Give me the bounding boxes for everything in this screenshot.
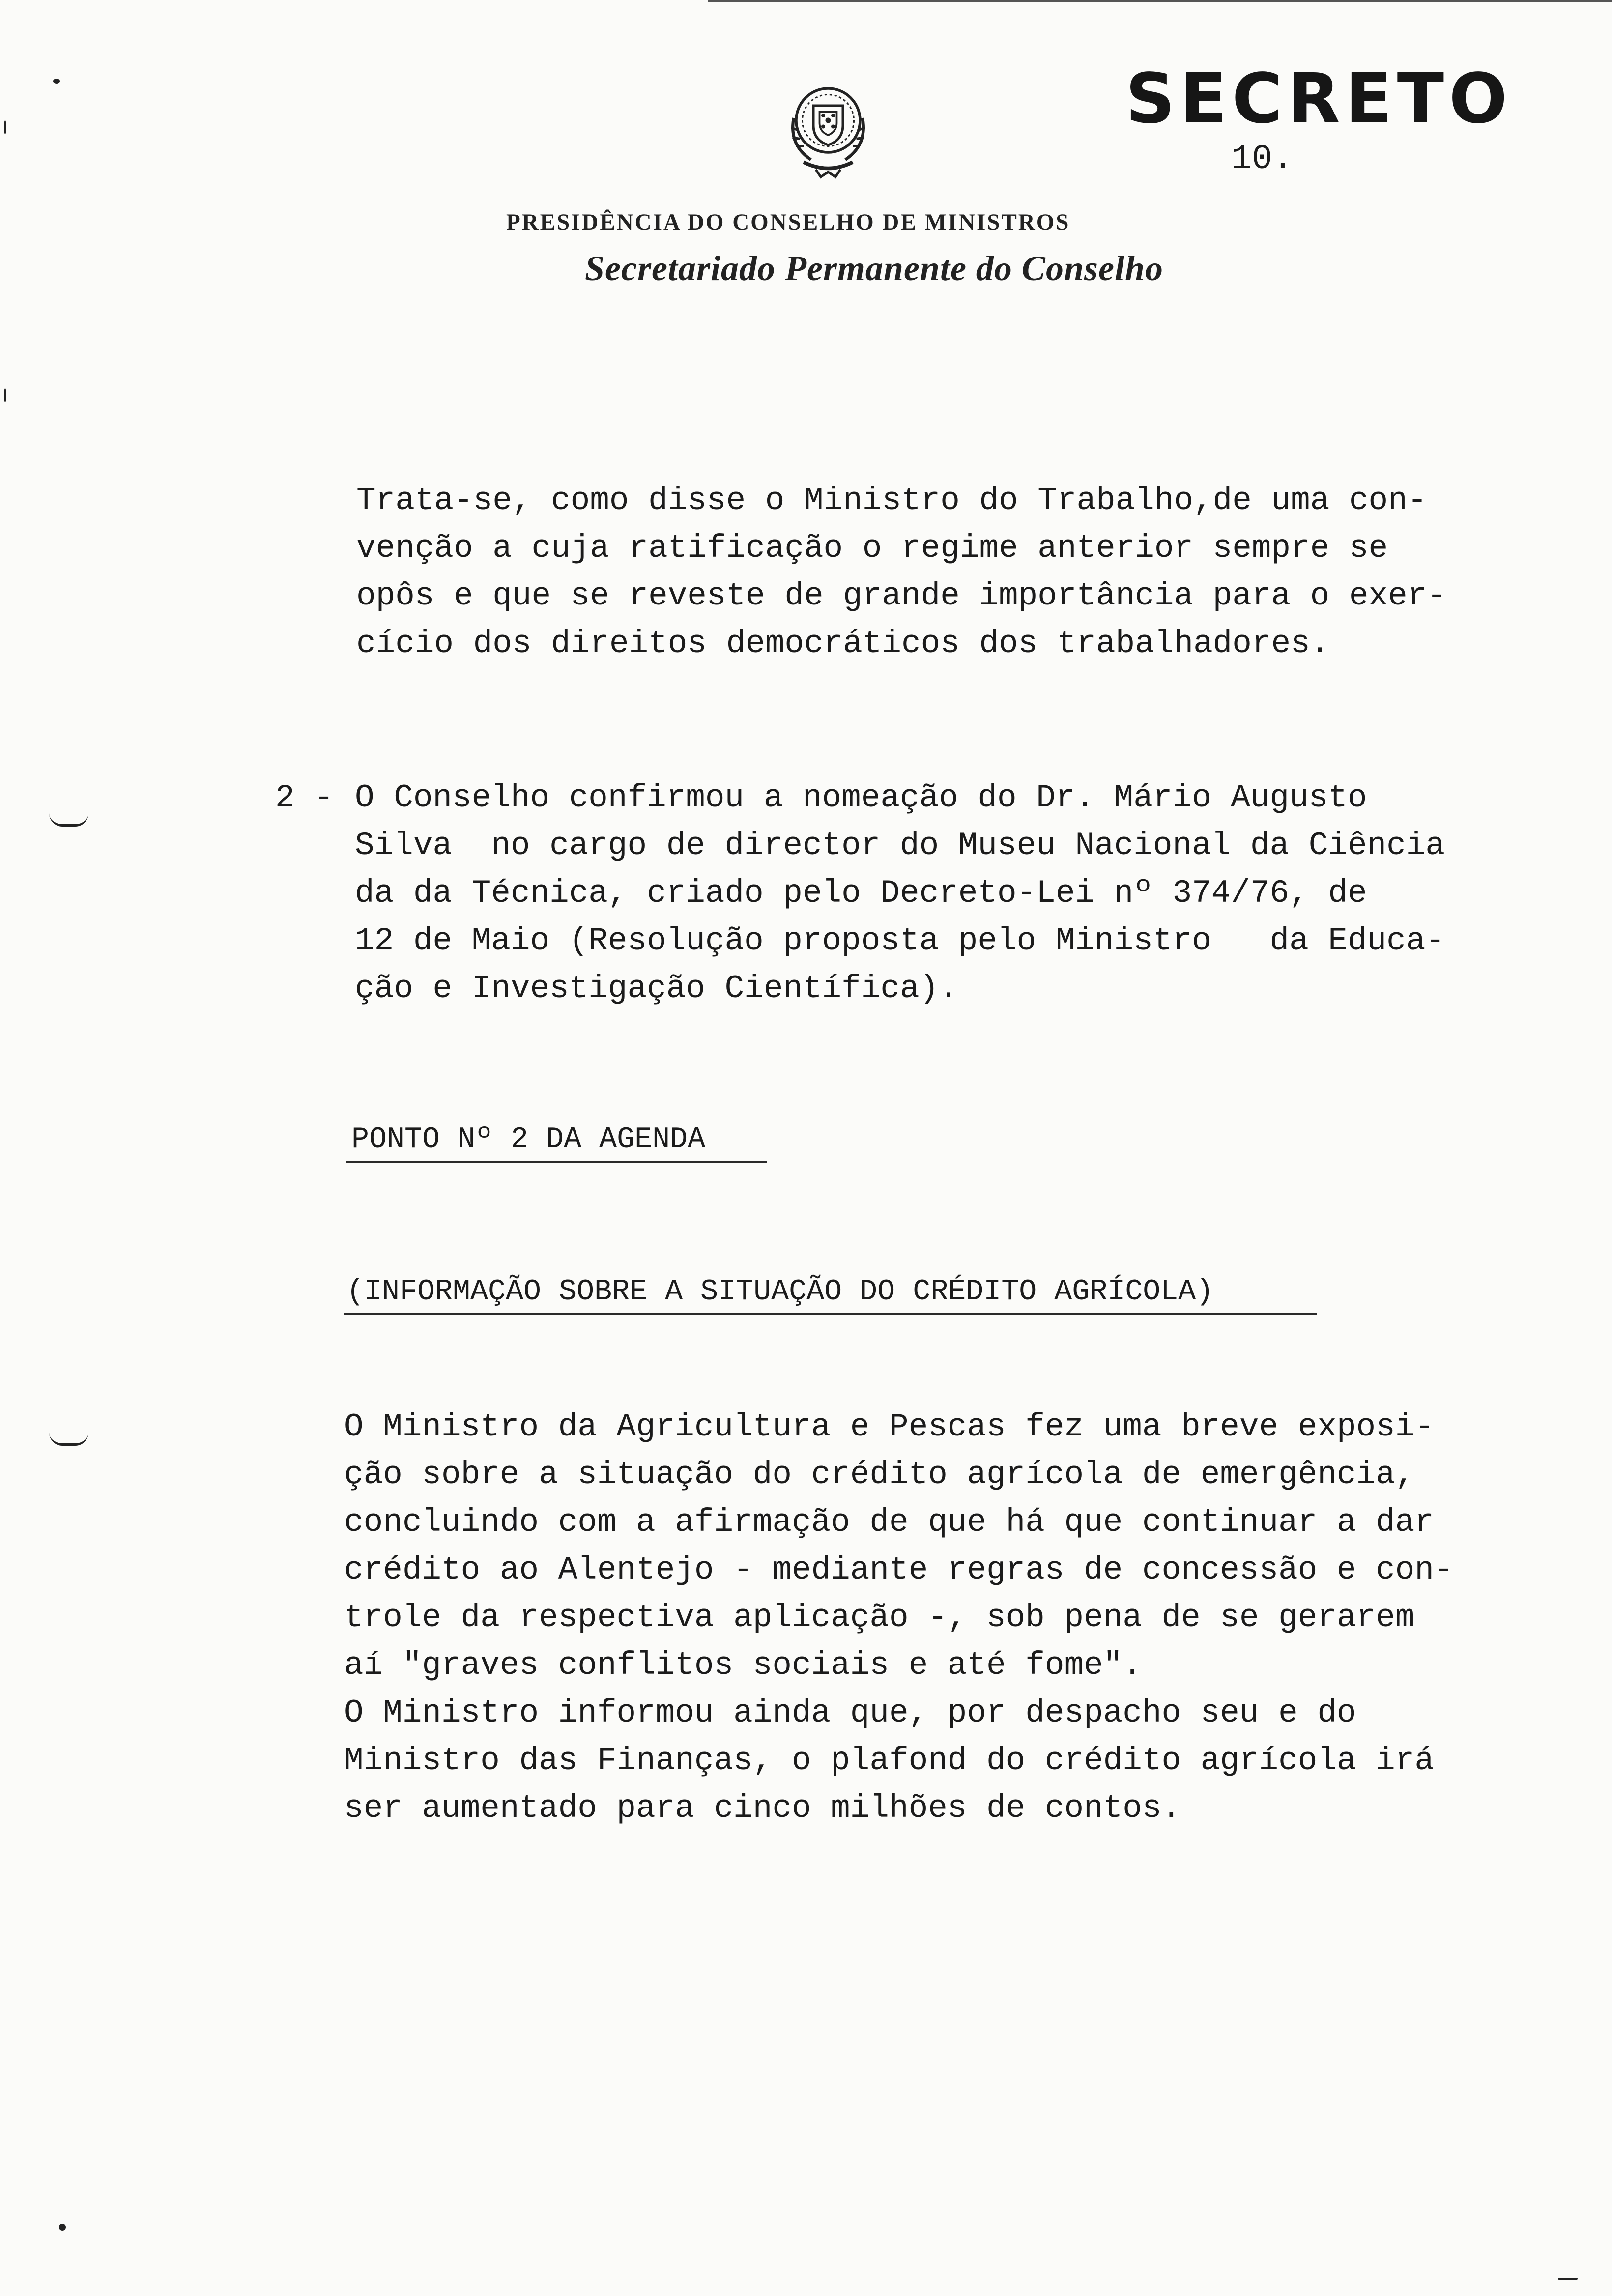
text-line: O Ministro da Agricultura e Pescas fez uma breve exposi- bbox=[344, 1408, 1434, 1445]
text-line: Silva no cargo de director do Museu Nacional da Ciência bbox=[355, 827, 1445, 864]
text-line: O Conselho confirmou a nomeação do Dr. Mário Augusto bbox=[355, 779, 1367, 816]
text-line: trole da respectiva aplicação -, sob pena de se gerarem bbox=[344, 1599, 1415, 1636]
text-line: ser aumentado para cinco milhões de contos. bbox=[344, 1790, 1181, 1827]
text-line: venção a cuja ratificação o regime anterior sempre se bbox=[356, 530, 1388, 567]
text-line: ção e Investigação Científica). bbox=[355, 970, 958, 1007]
scan-speck bbox=[4, 120, 6, 134]
page-number: 10. bbox=[1231, 140, 1294, 179]
text-line: concluindo com a afirmação de que há que continuar a dar bbox=[344, 1504, 1434, 1541]
paragraph-nomination bbox=[355, 774, 1445, 1012]
margin-check-mark bbox=[49, 813, 88, 827]
paragraph-agricultural-credit bbox=[344, 1403, 1454, 1832]
agenda-heading: PONTO Nº 2 DA AGENDA bbox=[351, 1123, 706, 1156]
organization-title: PRESIDÊNCIA DO CONSELHO DE MINISTROS bbox=[506, 209, 1070, 235]
item-number: 2 - bbox=[275, 779, 334, 816]
scan-speck bbox=[53, 79, 60, 84]
office-subtitle: Secretariado Permanente do Conselho bbox=[585, 249, 1164, 288]
margin-check-mark bbox=[49, 1433, 88, 1446]
scan-speck bbox=[59, 2224, 66, 2231]
scan-speck bbox=[4, 388, 6, 402]
text-line: O Ministro informou ainda que, por despacho seu e do bbox=[344, 1694, 1356, 1731]
coat-of-arms-icon bbox=[767, 69, 890, 192]
paragraph-convention bbox=[356, 477, 1446, 667]
text-line: Ministro das Finanças, o plafond do crédito agrícola irá bbox=[344, 1742, 1434, 1779]
text-line: Trata-se, como disse o Ministro do Trabalho,de uma con- bbox=[356, 482, 1427, 519]
section-heading-underline bbox=[344, 1313, 1317, 1315]
text-line: ção sobre a situação do crédito agrícola de emergência, bbox=[344, 1456, 1415, 1493]
classification-stamp: SECRETO bbox=[1125, 59, 1513, 139]
text-line: 12 de Maio (Resolução proposta pelo Ministro da Educa- bbox=[355, 922, 1445, 959]
section-heading: (INFORMAÇÃO SOBRE A SITUAÇÃO DO CRÉDITO AGRÍCOLA) bbox=[346, 1275, 1214, 1309]
scan-speck bbox=[1558, 2278, 1578, 2280]
top-edge-rule bbox=[708, 0, 1612, 2]
text-line: opôs e que se reveste de grande importância para o exer- bbox=[356, 577, 1446, 614]
text-line: aí "graves conflitos sociais e até fome". bbox=[344, 1647, 1142, 1684]
text-line: cício dos direitos democráticos dos trabalhadores. bbox=[356, 625, 1330, 662]
agenda-heading-underline bbox=[346, 1161, 767, 1163]
text-line: crédito ao Alentejo - mediante regras de concessão e con- bbox=[344, 1551, 1454, 1588]
text-line: da da Técnica, criado pelo Decreto-Lei nº 374/76, de bbox=[355, 875, 1367, 912]
